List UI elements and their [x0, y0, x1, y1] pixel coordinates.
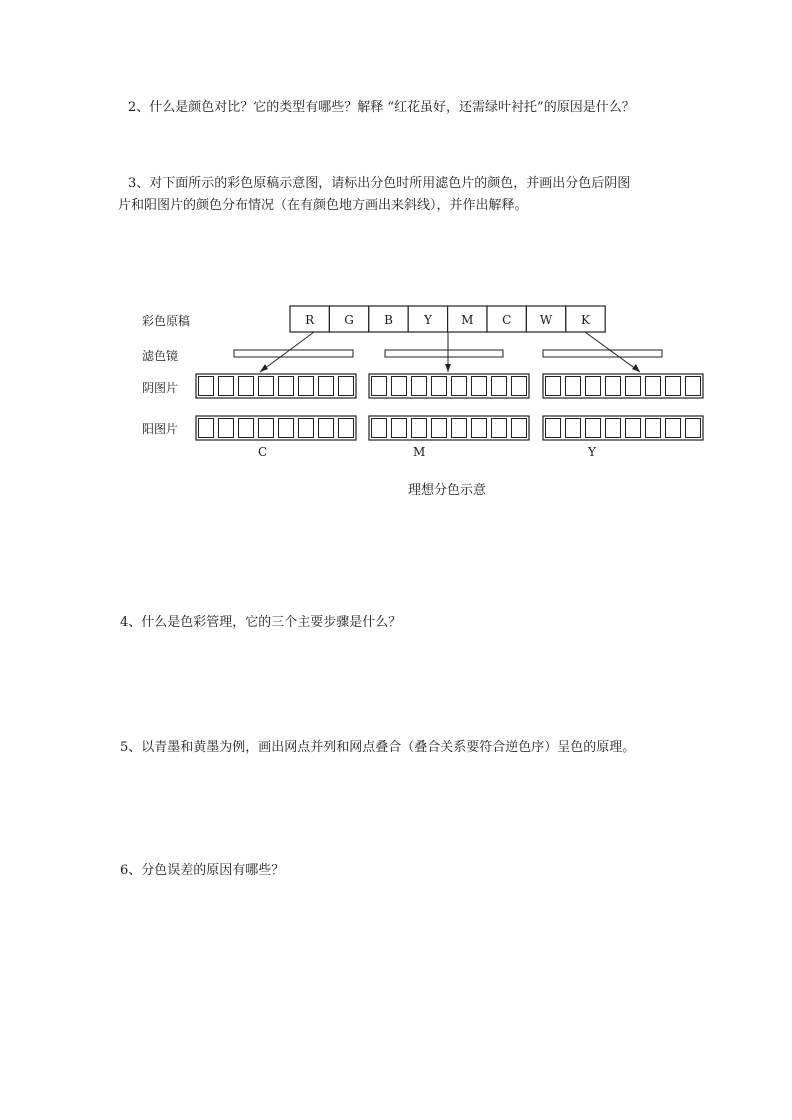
- arrow-line-c: [260, 332, 314, 372]
- original-cell-label: K: [581, 313, 590, 327]
- original-cell-label: G: [344, 313, 354, 327]
- question-4: 4、什么是色彩管理，它的三个主要步骤是什么？: [120, 615, 402, 630]
- separation-label-m: M: [413, 445, 426, 459]
- positive-film-y: [543, 416, 703, 440]
- diagram-caption: 理想分色示意: [408, 483, 487, 498]
- positive-film-m: [369, 416, 529, 440]
- separation-label-y: Y: [588, 445, 596, 459]
- filter-bar-y: [543, 350, 662, 357]
- filter-bar-m: [385, 350, 503, 357]
- question-2: 2、什么是颜色对比？它的类型有哪些？解释 “红花虽好，还需绿叶衬托”的原因是什么？: [128, 100, 635, 115]
- original-cell-label: B: [384, 313, 393, 327]
- filter-bar-c: [234, 350, 353, 357]
- original-cell-label: Y: [423, 313, 432, 327]
- label-filter: 滤色镜: [142, 349, 179, 363]
- film-cells: [196, 374, 703, 440]
- original-cell-label: W: [539, 313, 553, 327]
- original-cell-label: C: [502, 313, 512, 327]
- negative-film-m: [369, 374, 529, 398]
- negative-film-y: [543, 374, 703, 398]
- question-5: 5、以青墨和黄墨为例，画出网点并列和网点叠合（叠合关系要符合逆色序）呈色的原理。: [120, 740, 636, 755]
- arrow-head-y: [632, 364, 640, 372]
- label-original: 彩色原稿: [142, 314, 191, 328]
- question-6: 6、分色误差的原因有哪些？: [120, 863, 285, 878]
- original-cells: [290, 306, 605, 332]
- question-3-line-2: 片和阳图片的颜色分布情况（在有颜色地方画出来斜线），并作出解释。: [118, 198, 528, 213]
- arrow-head-c: [260, 364, 268, 372]
- label-negative: 阴图片: [142, 381, 179, 395]
- separation-label-c: C: [258, 445, 268, 459]
- original-cell-label: M: [461, 313, 474, 327]
- original-cell-label: R: [305, 313, 315, 327]
- positive-film-c: [196, 416, 356, 440]
- negative-film-c: [196, 374, 356, 398]
- label-positive: 阳图片: [142, 422, 179, 436]
- question-3-line-1: 3、对下面所示的彩色原稿示意图，请标出分色时所用滤色片的颜色，并画出分色后阴图: [128, 176, 631, 191]
- arrow-head-m: [445, 364, 451, 372]
- arrow-line-y: [585, 332, 640, 372]
